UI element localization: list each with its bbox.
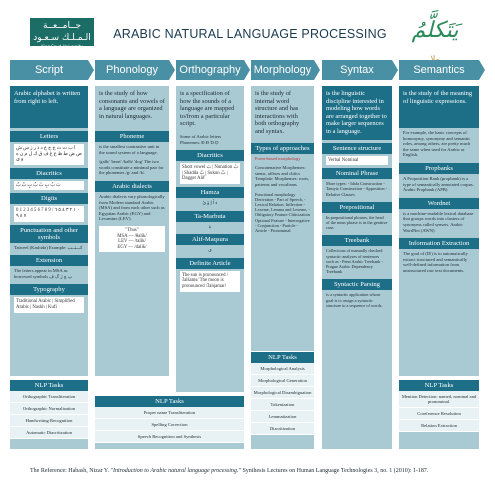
reference-suffix: Synthesis Lectures on Human Language Technologies 3, no. 1 (2010): 1-187. <box>242 468 429 474</box>
syntax-parsing: is a syntactic application whose goal is to assign a syntactic structure to a sequence of words. <box>326 292 383 308</box>
thus-table <box>99 226 165 252</box>
orthography-diacritics: Short vowel بَ | Nunation بً | Shadda بّ | Sukun بْ | Dagger Alif ٰ <box>180 163 240 184</box>
university-logo <box>30 18 94 49</box>
orthography-alifmaqsura: ى <box>208 247 212 253</box>
syntax-prepositional: In prepositional phrases, the head of the noun phrase is in the genitive case. <box>326 214 388 231</box>
column-morphology <box>251 86 314 351</box>
thus-dialect: MSA <box>117 233 128 239</box>
script-digits: 0 1 2 3 4 5 6 7 8 9 / ٠ ١ ٢ ٣ ٤ ٥ ٦ ٧ ٨ ٩ <box>14 206 84 221</box>
semantics-propbanks: A Proposition Bank (propbank) is a type of semantically annotated corpus. Arabic Propbank (APB) <box>403 175 474 193</box>
column-semantics <box>399 86 479 376</box>
nlp-task: Orthographic Transliteration <box>10 391 88 403</box>
script-extension: The letters appear in MSA as borrowed symbols پ چ ژ گ ڤ <box>14 268 73 279</box>
orthography-definite: The sun is pronounced /ʔalšams/ The moon is pronounced /ʔalqamar/ <box>180 271 240 292</box>
nlp-task: Lemmatization <box>251 411 314 423</box>
column-header-orthography: Orthography <box>176 60 244 80</box>
script-diacritics: بَ بُ بِ بً بٌ بٍ بْ بّ <box>14 181 84 191</box>
thus-row: MSA — /θalik/ <box>117 233 147 239</box>
orthography-intro: is a specification of how the sounds of a language are mapped to/from a particular script. <box>176 86 244 132</box>
syntax-nominal-heading: Nominal Phrase <box>322 168 392 179</box>
nlp-task: Coreference Resolution <box>399 408 479 420</box>
calligraphy-main: يَتَكلَّمُ <box>411 18 459 43</box>
calligraphy-logo <box>405 18 465 54</box>
syntax-sentence: Verbal Nominal <box>326 156 388 166</box>
column-orthography <box>176 86 244 392</box>
semantics-ie-heading: Information Extraction <box>399 238 479 249</box>
syntax-parsing-heading: Syntactic Parsing <box>322 279 392 290</box>
syntax-nominal: More types: - Idafa Construction - Tamyiz Construction - Apposition - Relative Clauses <box>326 181 388 197</box>
syntax-sentence-heading: Sentence structure <box>322 143 392 154</box>
phonology-minimal-pair: /galb/ 'heart' /kalb/ 'dog' The two words constitute a minimal pair for the phonemes /g/ and /k/. <box>99 159 164 176</box>
reference-title: "Introduction to Arabic natural language processing." <box>110 468 241 474</box>
script-letters-heading: Letters <box>10 131 88 142</box>
poster-title: ARABIC NATURAL LANGUAGE PROCESSING <box>113 27 387 41</box>
nlp-task: Proper name Transliteration <box>95 407 244 419</box>
orthography-hamza: ء أ إ ؤ ئ <box>202 199 218 205</box>
nlp-tasks-heading: NLP Tasks <box>10 380 88 391</box>
column-header-syntax: Syntax <box>322 60 392 80</box>
reference-prefix: The Reference: Habash, Nizar Y. <box>30 468 109 474</box>
nlp-task: Automatic Diacritization <box>10 427 88 439</box>
morphology-form-based: Form-based morphology <box>255 155 301 161</box>
orthography-tamarbuta: ة <box>208 223 212 229</box>
column-header-semantics: Semantics <box>399 60 479 80</box>
semantics-example: For example, the basic concepts of homonymy, synonymy and semantic roles, among others, are pretty much the same when used for Arabic or English. <box>403 130 471 158</box>
thus-form: /talik/ <box>134 239 146 245</box>
orthography-definite-heading: Definite Article <box>176 258 244 269</box>
thus-row: LEV — /talik/ <box>118 239 146 245</box>
thus-dialect: EGY <box>117 244 128 250</box>
syntax-treebank: Collections of manually checked syntactic analyses of sentences such as - Penn Arabic Treebank - Prague Arabic Dependency Treebank <box>326 248 383 275</box>
thus-row: EGY — /dalik/ <box>117 244 147 250</box>
script-digits-heading: Digits <box>10 193 88 204</box>
thus-form: /dalik/ <box>134 244 147 250</box>
syntax-intro: is the linguistic discipline interested in modeling how words are arranged together to make larger sequences in a language. <box>322 86 392 140</box>
phonology-phoneme-heading: Phoneme <box>95 131 169 142</box>
script-typography: Traditional Arabic | Simplified Arabic | Naskh | Kufi <box>14 297 84 312</box>
orthography-alifmaqsura-heading: Alif-Maqsura <box>176 234 244 245</box>
script-punctuation-heading: Punctuation and other symbols <box>10 225 88 243</box>
phonology-phoneme: is the smallest contrastive unit in the sound system of a language. <box>99 144 160 155</box>
phonology-dialects-heading: Arabic dialects <box>95 181 169 192</box>
nlp-task: Spelling Correction <box>95 419 244 431</box>
nlp-tasks-script <box>10 380 88 449</box>
column-syntax <box>322 86 392 449</box>
nlp-task: Relation Extraction <box>399 420 479 432</box>
semantics-ie: The goal of (IE) is to automatically extract structured and semantically well-defined information from unstructured raw text documents. <box>403 251 468 273</box>
orthography-tamarbuta-heading: Ta-Marbuta <box>176 211 244 222</box>
nlp-tasks-heading: NLP Tasks <box>399 380 479 391</box>
semantics-wordnet-heading: Wordnet <box>399 198 479 209</box>
orthography-diacritics-heading: Diacritics <box>176 150 244 161</box>
nlp-task: Orthographic Normalization <box>10 403 88 415</box>
column-phonology <box>95 86 169 376</box>
thus-form: /θalik/ <box>134 233 147 239</box>
script-punctuation: Tatweel (Kashida) Example: كـــتــب <box>14 244 83 250</box>
nlp-tasks-semantics <box>399 380 479 449</box>
thus-dialect: LEV <box>118 239 128 245</box>
nlp-tasks-heading: NLP Tasks <box>95 396 244 407</box>
nlp-task: Morphological Disambiguation <box>251 387 314 399</box>
column-header-morphology: Morphology <box>251 60 314 80</box>
nlp-task: Diacritization <box>251 423 314 435</box>
morphology-intro: is the study of internal word structure and has interactions with both orthography and syntax. <box>251 86 314 140</box>
script-typography-heading: Typography <box>10 284 88 295</box>
morphology-approaches-heading: Types of approaches <box>251 143 314 154</box>
nlp-task: Mention Detection: named, nominal and pronominal. <box>399 391 479 408</box>
nlp-task: Speech Recognition and Synthesis <box>95 431 244 443</box>
logo-arabic: جــامــعــة الـمـلـك سـعـود <box>33 21 91 43</box>
nlp-task: Morphological Generation <box>251 375 314 387</box>
nlp-tasks-morphology <box>251 352 314 449</box>
orthography-phonemes: Some of Arabic letters Phonemes: Ð Ɖ Ɗ Ḍ <box>180 133 222 145</box>
nlp-task: Tokenization <box>251 399 314 411</box>
script-letters: ا ب ت ث ج ح خ د ذ ر ز س ش ص ض ط ظ ع غ ف ق ك ل م ن ه و ي <box>14 144 84 165</box>
morphology-functional: Functional morphology Derivation - Part of Speech, - Lexical Relation. Inflection - Lexeme, Lemma and Lexeme, - Obligatory Feature Cliticization Optional Feature - Interrogative - Conjunction - Particle - Article - Pronominal <box>255 191 310 233</box>
logo-english: King Saud University <box>41 44 83 49</box>
phonology-dialects: Arabic dialects vary phonologically from Modern standard Arabic (MSA) and from each other such as Egyptian Arabic (EGY) and Levantine (LEV). <box>99 193 165 222</box>
nlp-tasks-heading: NLP Tasks <box>251 352 314 363</box>
column-header-phonology: Phonology <box>95 60 169 80</box>
thus-table-header: "Thus" <box>125 227 139 233</box>
reference-citation <box>30 468 485 474</box>
phonology-intro: is the study of how consonants and vowels of a language are organized in natural languages. <box>95 86 169 128</box>
semantics-propbanks-heading: Propbanks <box>399 163 479 174</box>
script-extension-heading: Extension <box>10 255 88 266</box>
syntax-treebank-heading: Treebank <box>322 235 392 246</box>
script-diacritics-heading: Diacritics <box>10 168 88 179</box>
nlp-tasks-phonology-orthography <box>95 396 244 449</box>
morphology-form-detail: Concatenative Morphemes: stems, affixes and clitics Templatic Morphemes: roots, patterns and vocalisms <box>255 165 310 187</box>
syntax-prepositional-heading: Prepositional <box>322 202 392 213</box>
script-intro: Arabic alphabet is written from right to left. <box>10 86 88 128</box>
semantics-wordnet: is a machine-readable lexical database that groups words into clusters of synonyms called synsets. Arabic WordNet (AWN) <box>403 210 474 233</box>
column-header-script: Script <box>10 60 88 80</box>
semantics-intro: is the study of the meaning of linguistic expressions. <box>399 86 479 128</box>
orthography-hamza-heading: Hamza <box>176 187 244 198</box>
nlp-task: Handwriting Recognition <box>10 415 88 427</box>
column-script <box>10 86 88 376</box>
nlp-task: Morphological Analysis <box>251 363 314 375</box>
